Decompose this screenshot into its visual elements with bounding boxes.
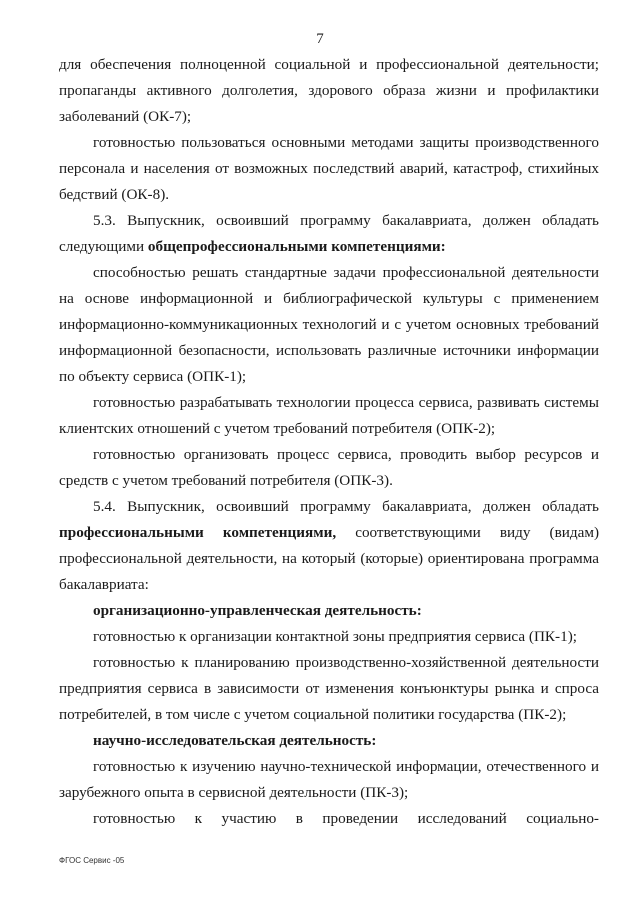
paragraph <box>59 390 599 442</box>
paragraph <box>59 650 599 728</box>
paragraph <box>59 598 599 624</box>
page-number: 7 <box>316 31 324 47</box>
text-run: для обеспечения полноценной социальной и профессиональной деятельности; пропаганды активного долголетия, здорового образа жизни и профилактики заболеваний (ОК-7); <box>59 56 599 125</box>
bold-text: общепрофессиональными компетенциями: <box>147 238 446 255</box>
text-run: готовностью к планированию производственно-хозяйственной деятельности предприятия сервиса в зависимости от изменения конъюнктуры рынка и спроса потребителей, в том числе с учетом социальной политики государства (ПК-2); <box>59 654 599 723</box>
text-run: готовностью организовать процесс сервиса, проводить выбор ресурсов и средств с учетом требований потребителя (ОПК-3). <box>59 446 599 489</box>
bold-text: профессиональными компетенциями, <box>59 524 337 541</box>
bold-text: организационно-управленческая деятельность: <box>93 602 422 619</box>
text-run: 5.4. Выпускник, освоивший программу бакалавриата, должен обладать <box>93 498 599 515</box>
paragraph <box>59 442 599 494</box>
text-run: готовностью к организации контактной зоны предприятия сервиса (ПК-1); <box>93 628 577 645</box>
paragraph <box>59 806 599 832</box>
document-body <box>59 52 599 832</box>
bold-text: научно-исследовательская деятельность: <box>93 732 377 749</box>
paragraph <box>59 624 599 650</box>
text-run: готовностью к изучению научно-технической информации, отечественного и зарубежного опыта в сервисной деятельности (ПК-3); <box>59 758 599 801</box>
footer-label: ФГОС Сервис -05 <box>59 856 125 865</box>
text-run: 5.3. Выпускник, освоивший программу бакалавриата, должен обладать следующими <box>59 212 599 255</box>
paragraph <box>59 260 599 390</box>
text-run: готовностью к участию в проведении исследований социально- <box>93 810 599 827</box>
paragraph <box>59 494 599 598</box>
paragraph <box>59 208 599 260</box>
paragraph <box>59 754 599 806</box>
paragraph <box>59 52 599 130</box>
paragraph <box>59 130 599 208</box>
text-run: готовностью пользоваться основными методами защиты производственного персонала и населения от возможных последствий аварий, катастроф, стихийных бедствий (ОК-8). <box>59 134 599 203</box>
paragraph <box>59 728 599 754</box>
text-run: готовностью разрабатывать технологии процесса сервиса, развивать системы клиентских отношений с учетом требований потребителя (ОПК-2); <box>59 394 599 437</box>
text-run: способностью решать стандартные задачи профессиональной деятельности на основе информационной и библиографической культуры с применением информационно-коммуникационных технологий и с учетом основных требований информационной безопасности, использовать различные источники информации по объекту сервиса (ОПК-1); <box>59 264 599 385</box>
text-run: соответствующими виду (видам) профессиональной деятельности, на который (которые) ориентирована программа бакалавриата: <box>59 524 600 593</box>
